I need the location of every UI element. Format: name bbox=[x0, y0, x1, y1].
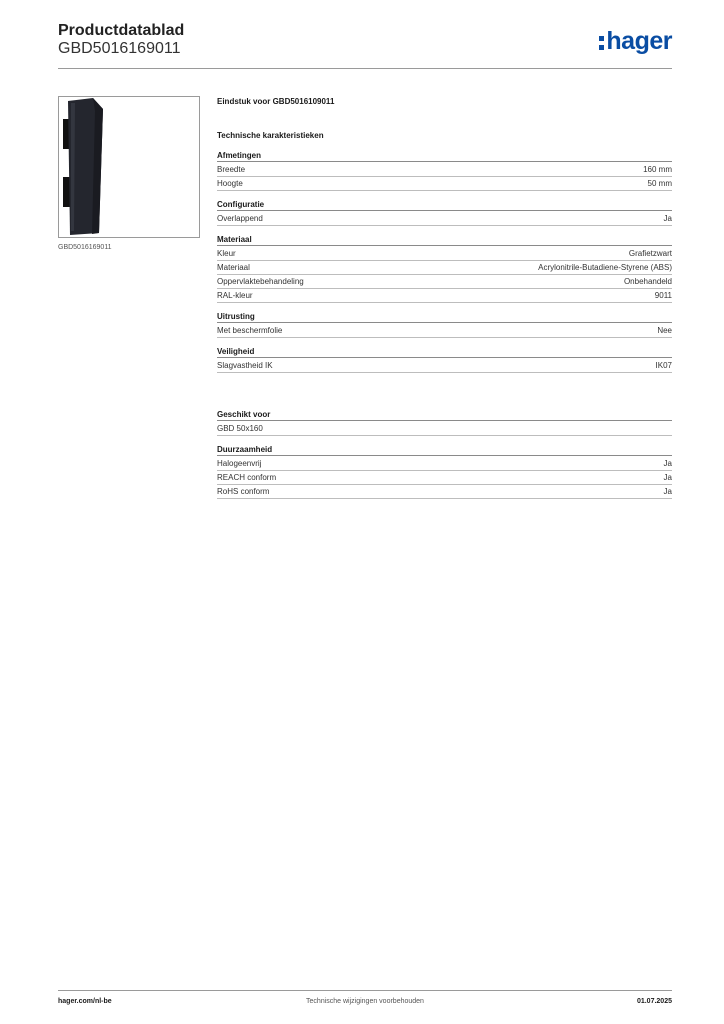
spec-row bbox=[217, 212, 672, 226]
spec-value: Ja bbox=[663, 487, 672, 496]
group-title: Duurzaamheid bbox=[217, 444, 672, 456]
product-code: GBD5016169011 bbox=[58, 40, 181, 57]
logo-colon-mark bbox=[599, 34, 604, 50]
footer-date: 01.07.2025 bbox=[636, 998, 672, 1005]
spec-value: IK07 bbox=[655, 361, 672, 370]
group-materiaal bbox=[217, 234, 672, 303]
spec-value: Acrylonitrile-Butadiene-Styrene (ABS) bbox=[538, 263, 672, 272]
spec-value: Onbehandeld bbox=[623, 277, 672, 286]
document-title: Productdatablad bbox=[58, 22, 185, 39]
spec-label: Met beschermfolie bbox=[217, 326, 283, 335]
spec-value: Grafietzwart bbox=[628, 249, 672, 258]
group-duurzaamheid bbox=[217, 444, 672, 499]
spec-row bbox=[217, 457, 672, 471]
group-title: Configuratie bbox=[217, 199, 672, 211]
spec-row bbox=[217, 485, 672, 499]
group-title: Veiligheid bbox=[217, 346, 672, 358]
group-title: Uitrusting bbox=[217, 311, 672, 323]
spec-label: Kleur bbox=[217, 249, 236, 258]
footer-website-link[interactable]: hager.com/nl-be bbox=[58, 998, 112, 1005]
product-image bbox=[58, 96, 200, 238]
spec-row bbox=[217, 359, 672, 373]
group-afmetingen bbox=[217, 150, 672, 191]
group-veiligheid bbox=[217, 346, 672, 373]
spec-label: Oppervlaktebehandeling bbox=[217, 277, 304, 286]
spec-content bbox=[217, 96, 672, 507]
header-divider bbox=[58, 68, 672, 69]
footer-divider bbox=[58, 990, 672, 991]
spec-row bbox=[217, 289, 672, 303]
group-title: Geschikt voor bbox=[217, 409, 672, 421]
spec-value: Ja bbox=[663, 214, 672, 223]
spec-label: Overlappend bbox=[217, 214, 263, 223]
spec-row bbox=[217, 471, 672, 485]
spec-label: GBD 50x160 bbox=[217, 424, 263, 433]
spec-value: 50 mm bbox=[647, 179, 672, 188]
document-footer bbox=[58, 998, 672, 1010]
spec-label: Breedte bbox=[217, 165, 246, 174]
spec-row bbox=[217, 163, 672, 177]
group-title: Materiaal bbox=[217, 234, 672, 246]
end-cap-illustration bbox=[59, 97, 199, 237]
group-title: Afmetingen bbox=[217, 150, 672, 162]
logo-text: hager bbox=[606, 27, 672, 55]
spec-row bbox=[217, 324, 672, 338]
spec-label: RAL-kleur bbox=[217, 291, 253, 300]
spec-row bbox=[217, 261, 672, 275]
footer-notice: Technische wijzigingen voorbehouden bbox=[306, 998, 424, 1005]
spec-label: Slagvastheid IK bbox=[217, 361, 273, 370]
group-geschikt-voor bbox=[217, 409, 672, 436]
spec-row bbox=[217, 275, 672, 289]
section-title: Technische karakteristieken bbox=[217, 131, 324, 140]
spec-label: Hoogte bbox=[217, 179, 243, 188]
spec-value: Ja bbox=[663, 473, 672, 482]
spec-value: 160 mm bbox=[643, 165, 672, 174]
document-header bbox=[58, 22, 672, 68]
spec-label: REACH conform bbox=[217, 473, 277, 482]
hager-logo bbox=[599, 28, 672, 54]
group-uitrusting bbox=[217, 311, 672, 338]
spec-value: Nee bbox=[657, 326, 672, 335]
spec-label: RoHS conform bbox=[217, 487, 270, 496]
spec-row bbox=[217, 422, 672, 436]
spec-value: 9011 bbox=[654, 291, 672, 300]
image-caption: GBD5016169011 bbox=[58, 244, 112, 251]
spec-label: Halogeenvrij bbox=[217, 459, 262, 468]
product-title: Eindstuk voor GBD5016109011 bbox=[217, 97, 335, 106]
spec-row bbox=[217, 247, 672, 261]
clip-lower bbox=[63, 177, 70, 207]
group-configuratie bbox=[217, 199, 672, 226]
spec-label: Materiaal bbox=[217, 263, 250, 272]
spec-row bbox=[217, 177, 672, 191]
spec-value: Ja bbox=[663, 459, 672, 468]
